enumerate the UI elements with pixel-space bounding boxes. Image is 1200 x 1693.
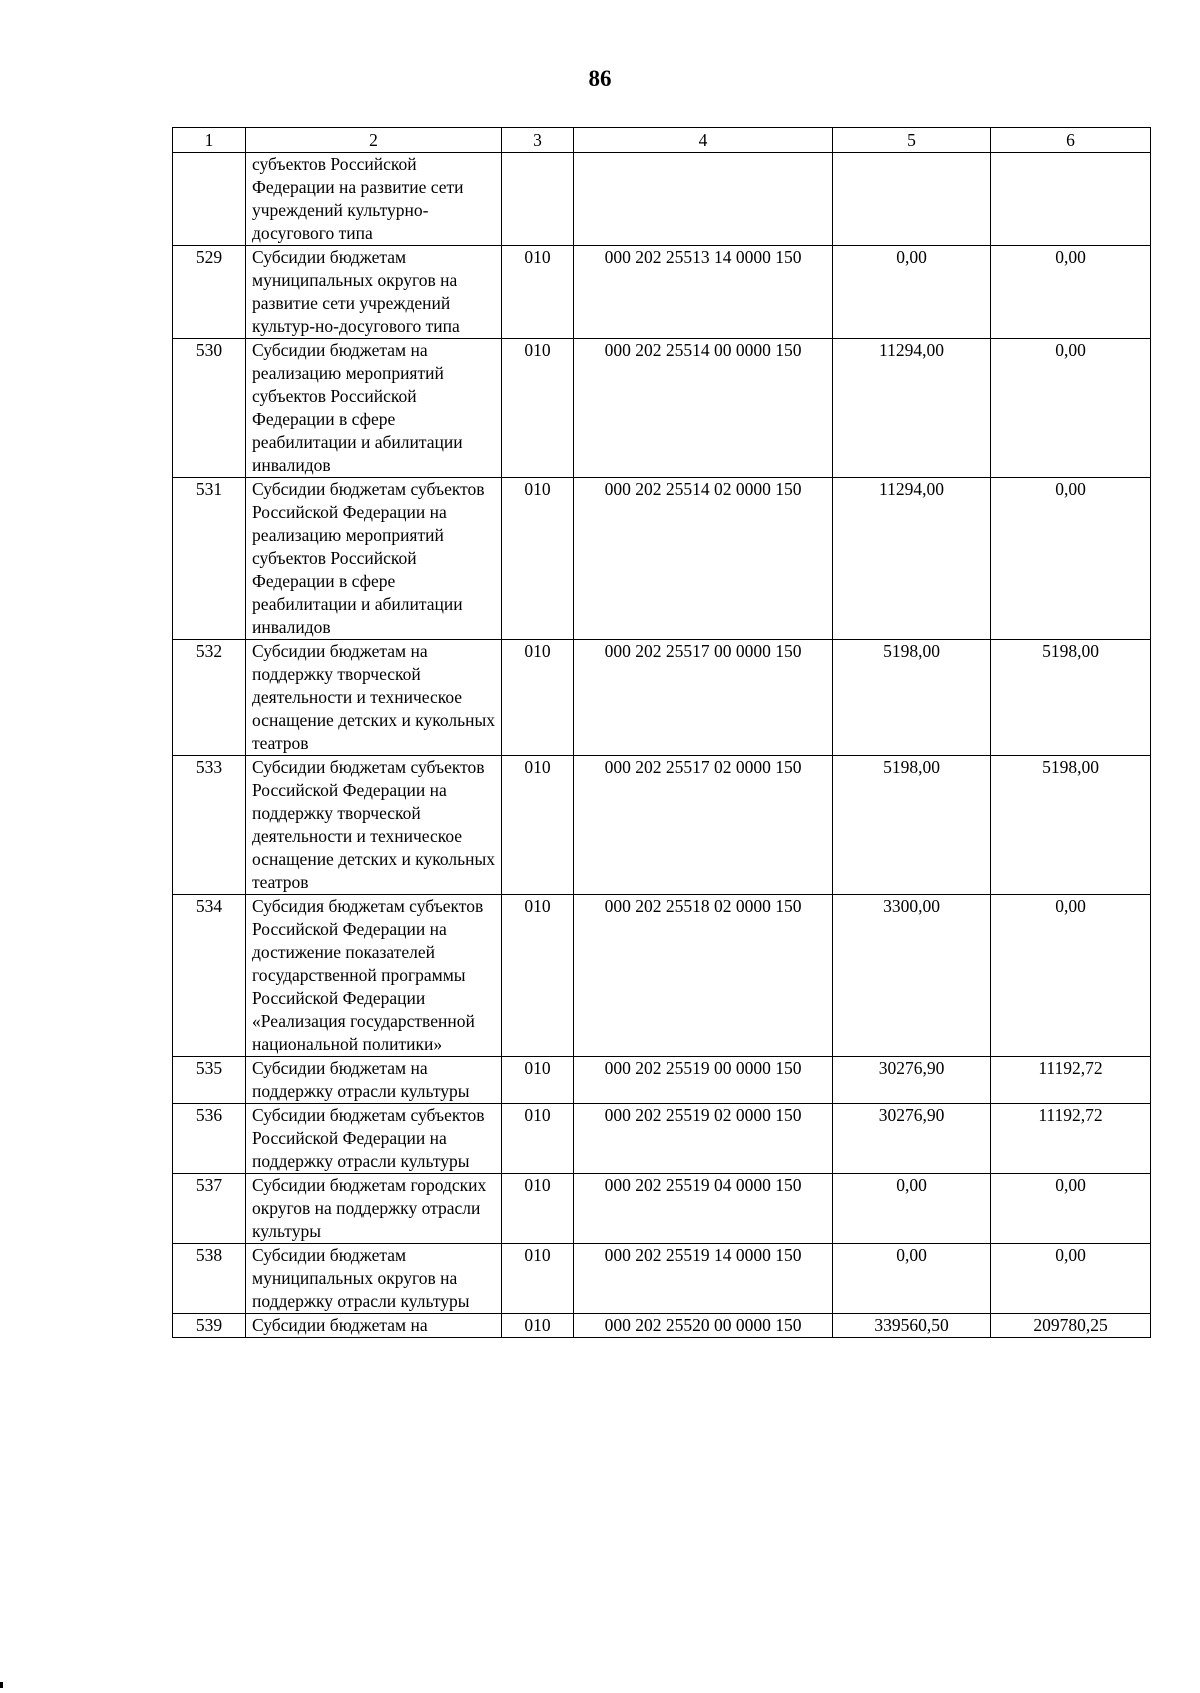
row-kbk: 000 202 25519 04 0000 150 (574, 1174, 833, 1244)
row-value-1: 0,00 (833, 1244, 991, 1314)
row-number: 537 (173, 1174, 246, 1244)
row-kbk (574, 153, 833, 246)
row-number: 535 (173, 1057, 246, 1104)
row-value-2: 0,00 (991, 895, 1151, 1057)
row-name: Субсидия бюджетам субъектов Российской Федерации на достижение показателей государственной программы Российской Федерации «Реализация государственной национальной политики» (246, 895, 502, 1057)
row-code: 010 (502, 1104, 574, 1174)
row-value-2: 5198,00 (991, 640, 1151, 756)
row-code: 010 (502, 339, 574, 478)
row-name: Субсидии бюджетам муниципальных округов на поддержку отрасли культуры (246, 1244, 502, 1314)
row-code: 010 (502, 895, 574, 1057)
table-row (173, 1244, 1151, 1314)
row-value-2: 209780,25 (991, 1314, 1151, 1338)
row-value-1: 30276,90 (833, 1104, 991, 1174)
row-name: Субсидии бюджетам на реализацию мероприятий субъектов Российской Федерации в сфере реабилитации и абилитации инвалидов (246, 339, 502, 478)
row-name: Субсидии бюджетам городских округов на поддержку отрасли культуры (246, 1174, 502, 1244)
row-value-2: 0,00 (991, 1244, 1151, 1314)
row-name: Субсидии бюджетам на поддержку отрасли культуры (246, 1057, 502, 1104)
row-number: 534 (173, 895, 246, 1057)
row-value-2: 5198,00 (991, 756, 1151, 895)
column-header: 6 (991, 128, 1151, 153)
row-kbk: 000 202 25518 02 0000 150 (574, 895, 833, 1057)
row-number: 530 (173, 339, 246, 478)
row-kbk: 000 202 25519 14 0000 150 (574, 1244, 833, 1314)
column-header: 2 (246, 128, 502, 153)
row-kbk: 000 202 25519 00 0000 150 (574, 1057, 833, 1104)
row-value-2 (991, 153, 1151, 246)
row-code: 010 (502, 1244, 574, 1314)
row-code: 010 (502, 246, 574, 339)
row-kbk: 000 202 25519 02 0000 150 (574, 1104, 833, 1174)
row-kbk: 000 202 25517 00 0000 150 (574, 640, 833, 756)
row-value-1: 339560,50 (833, 1314, 991, 1338)
row-number: 536 (173, 1104, 246, 1174)
table-row (173, 1104, 1151, 1174)
table-row (173, 478, 1151, 640)
row-code (502, 153, 574, 246)
row-kbk: 000 202 25520 00 0000 150 (574, 1314, 833, 1338)
row-number: 533 (173, 756, 246, 895)
row-kbk: 000 202 25514 02 0000 150 (574, 478, 833, 640)
row-value-1: 11294,00 (833, 478, 991, 640)
row-value-1: 0,00 (833, 246, 991, 339)
row-number: 529 (173, 246, 246, 339)
row-name: Субсидии бюджетам на (246, 1314, 502, 1338)
row-code: 010 (502, 640, 574, 756)
table-row (173, 339, 1151, 478)
row-name: Субсидии бюджетам муниципальных округов на развитие сети учреждений культур-но-досугового типа (246, 246, 502, 339)
row-code: 010 (502, 478, 574, 640)
row-name: Субсидии бюджетам субъектов Российской Федерации на поддержку творческой деятельности и техническое оснащение детских и кукольных театров (246, 756, 502, 895)
row-value-1: 5198,00 (833, 640, 991, 756)
table-row (173, 1314, 1151, 1338)
table-row (173, 246, 1151, 339)
row-value-1: 3300,00 (833, 895, 991, 1057)
row-number (173, 153, 246, 246)
row-value-2: 0,00 (991, 1174, 1151, 1244)
scan-mark (0, 1682, 3, 1688)
table-row (173, 640, 1151, 756)
row-name: Субсидии бюджетам на поддержку творческой деятельности и техническое оснащение детских и кукольных театров (246, 640, 502, 756)
row-code: 010 (502, 1314, 574, 1338)
row-kbk: 000 202 25517 02 0000 150 (574, 756, 833, 895)
table-row (173, 756, 1151, 895)
page-number: 86 (588, 66, 612, 91)
row-value-2: 0,00 (991, 478, 1151, 640)
row-value-1 (833, 153, 991, 246)
row-name: Субсидии бюджетам субъектов Российской Федерации на реализацию мероприятий субъектов Российской Федерации в сфере реабилитации и абилитации инвалидов (246, 478, 502, 640)
table-row (173, 895, 1151, 1057)
row-value-1: 5198,00 (833, 756, 991, 895)
table-row (173, 1174, 1151, 1244)
row-code: 010 (502, 1174, 574, 1244)
row-value-2: 0,00 (991, 246, 1151, 339)
column-header: 1 (173, 128, 246, 153)
row-number: 539 (173, 1314, 246, 1338)
row-value-2: 0,00 (991, 339, 1151, 478)
row-code: 010 (502, 756, 574, 895)
budget-table (172, 127, 1151, 1338)
header-row (173, 128, 1151, 153)
row-value-1: 0,00 (833, 1174, 991, 1244)
row-value-1: 11294,00 (833, 339, 991, 478)
row-number: 531 (173, 478, 246, 640)
column-header: 3 (502, 128, 574, 153)
column-header: 4 (574, 128, 833, 153)
row-value-2: 11192,72 (991, 1057, 1151, 1104)
row-code: 010 (502, 1057, 574, 1104)
row-value-1: 30276,90 (833, 1057, 991, 1104)
table-row (173, 1057, 1151, 1104)
row-number: 532 (173, 640, 246, 756)
table-row (173, 153, 1151, 246)
row-value-2: 11192,72 (991, 1104, 1151, 1174)
row-kbk: 000 202 25513 14 0000 150 (574, 246, 833, 339)
row-name: субъектов Российской Федерации на развитие сети учреждений культурно-досугового типа (246, 153, 502, 246)
column-header: 5 (833, 128, 991, 153)
row-name: Субсидии бюджетам субъектов Российской Федерации на поддержку отрасли культуры (246, 1104, 502, 1174)
row-kbk: 000 202 25514 00 0000 150 (574, 339, 833, 478)
row-number: 538 (173, 1244, 246, 1314)
